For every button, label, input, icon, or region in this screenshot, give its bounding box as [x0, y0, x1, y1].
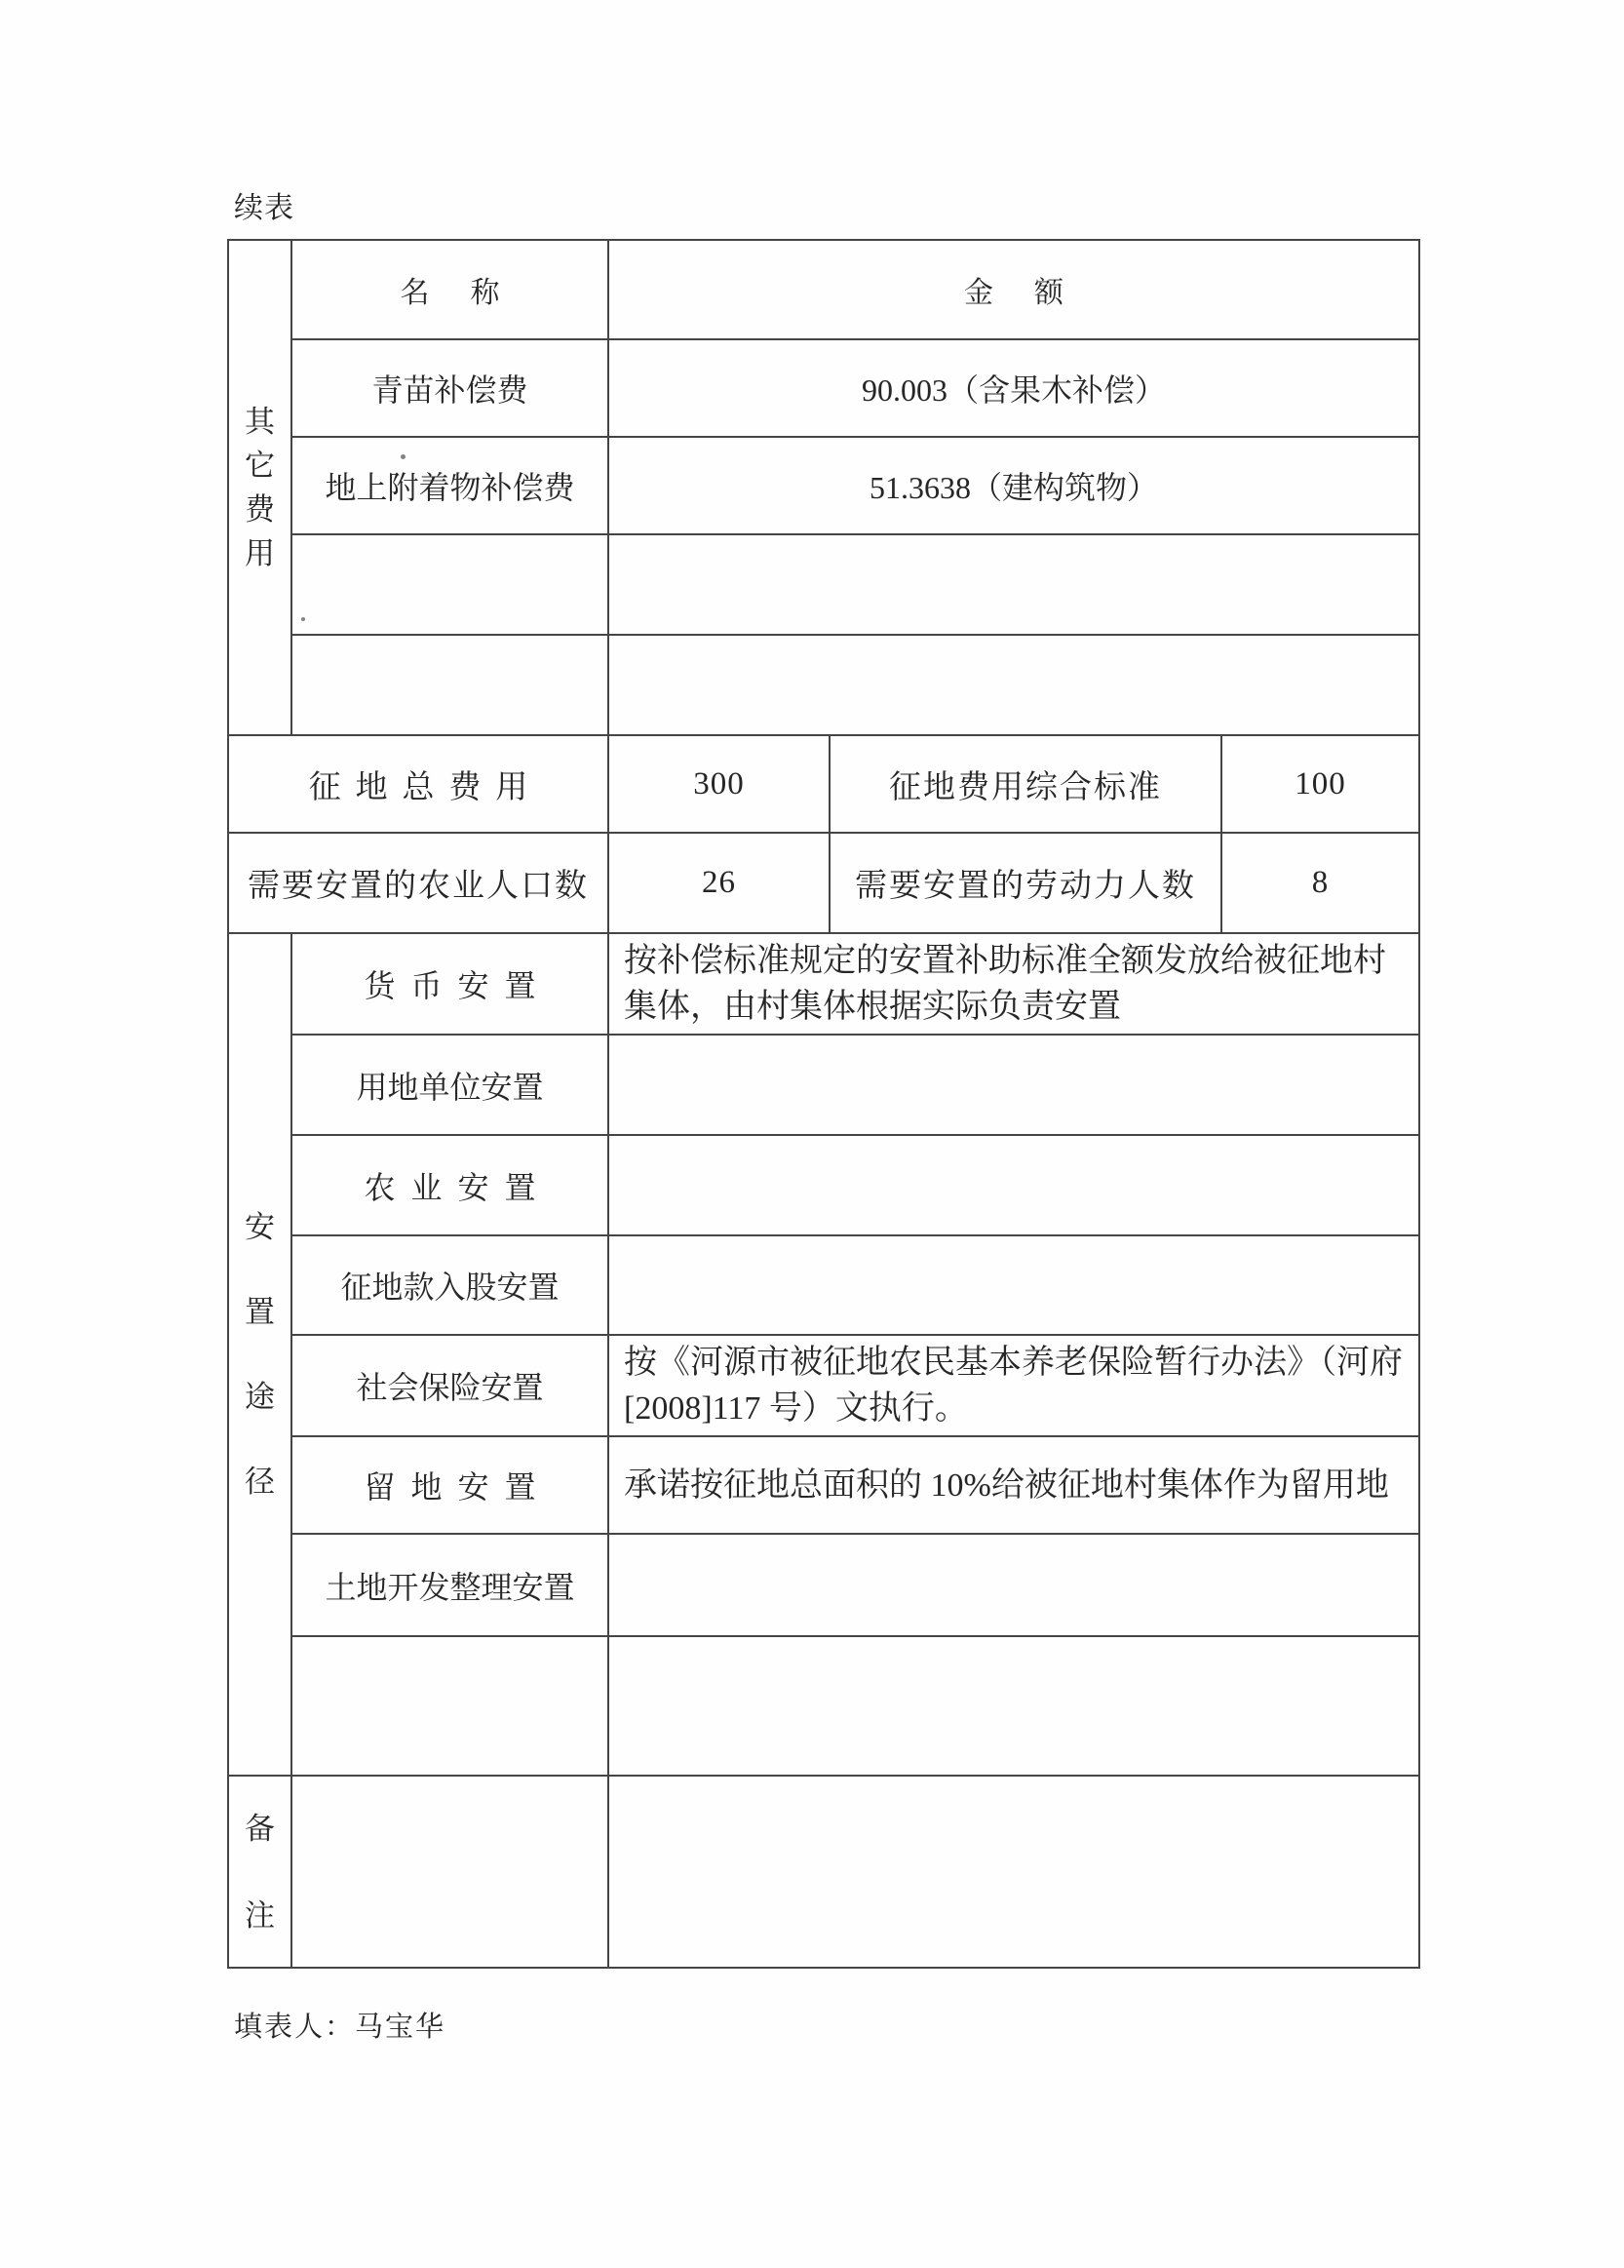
total-cost-value: 300 — [608, 735, 830, 833]
amount-column-header: 金额 — [608, 240, 1419, 339]
table-row — [228, 1776, 1419, 1968]
resettlement-type-cell: 社会保险安置 — [291, 1335, 608, 1436]
resettlement-vertical-label: 安 置 途 径 — [245, 1210, 275, 1499]
resettlement-type-cell: 留地安置 — [291, 1436, 608, 1534]
table-row — [228, 635, 1419, 735]
table-row — [228, 1636, 1419, 1776]
total-cost-label: 征地总费用 — [228, 735, 608, 833]
composite-standard-label: 征地费用综合标准 — [830, 735, 1221, 833]
remarks-content-cell-empty — [608, 1776, 1419, 1968]
table-caption: 续表 — [234, 192, 294, 224]
resettlement-desc-cell-empty — [608, 1135, 1419, 1235]
scan-speck — [301, 617, 305, 621]
remarks-vertical-label: 备 注 — [245, 1811, 275, 1933]
resettlement-desc-cell: 承诺按征地总面积的 10%给被征地村集体作为留用地 — [608, 1436, 1419, 1534]
resettlement-desc-cell: 按补偿标准规定的安置补助标准全额发放给被征地村集体，由村集体根据实际负责安置 — [608, 933, 1419, 1035]
resettlement-section-label-cell — [228, 933, 291, 1776]
table-row — [228, 1436, 1419, 1534]
resettlement-type-cell: 土地开发整理安置 — [291, 1534, 608, 1636]
table-row — [228, 240, 1419, 339]
table-row — [228, 933, 1419, 1035]
fee-amount-cell: 90.003（含果木补偿） — [608, 339, 1419, 437]
table-row — [228, 833, 1419, 933]
agri-population-label: 需要安置的农业人口数 — [228, 833, 608, 933]
labor-force-value: 8 — [1221, 833, 1419, 933]
fee-amount-cell-empty — [608, 635, 1419, 735]
table-row — [228, 1335, 1419, 1436]
remarks-middle-cell-empty — [291, 1776, 608, 1968]
resettlement-type-cell: 用地单位安置 — [291, 1035, 608, 1135]
resettlement-type-cell-empty — [291, 1636, 608, 1776]
fee-name-cell-empty — [291, 534, 608, 635]
agri-population-value: 26 — [608, 833, 830, 933]
land-acquisition-continuation-table — [227, 239, 1420, 1969]
name-column-header: 名称 — [291, 240, 608, 339]
table-row — [228, 1534, 1419, 1636]
table-row — [228, 1235, 1419, 1335]
scan-speck — [401, 454, 406, 459]
other-fees-vertical-label: 其 它 费 用 — [245, 405, 275, 570]
table-row — [228, 437, 1419, 534]
preparer-line: 填表人：马宝华 — [234, 2012, 446, 2043]
resettlement-desc-cell-empty — [608, 1035, 1419, 1135]
fee-amount-cell: 51.3638（建构筑物） — [608, 437, 1419, 534]
resettlement-desc-cell-empty — [608, 1235, 1419, 1335]
resettlement-desc-cell-empty — [608, 1636, 1419, 1776]
table-row — [228, 534, 1419, 635]
table-row — [228, 339, 1419, 437]
resettlement-type-cell: 农业安置 — [291, 1135, 608, 1235]
table-row — [228, 1035, 1419, 1135]
fee-amount-cell-empty — [608, 534, 1419, 635]
table-row — [228, 735, 1419, 833]
resettlement-desc-cell: 按《河源市被征地农民基本养老保险暂行办法》（河府[2008]117 号）文执行。 — [608, 1335, 1419, 1436]
remarks-label-cell — [228, 1776, 291, 1968]
composite-standard-value: 100 — [1221, 735, 1419, 833]
labor-force-label: 需要安置的劳动力人数 — [830, 833, 1221, 933]
table-row — [228, 1135, 1419, 1235]
other-fees-section-label-cell — [228, 240, 291, 735]
fee-name-cell-empty — [291, 635, 608, 735]
resettlement-type-cell: 货币安置 — [291, 933, 608, 1035]
fee-name-cell: 地上附着物补偿费 — [291, 437, 608, 534]
resettlement-desc-cell-empty — [608, 1534, 1419, 1636]
fee-name-cell: 青苗补偿费 — [291, 339, 608, 437]
resettlement-type-cell: 征地款入股安置 — [291, 1235, 608, 1335]
